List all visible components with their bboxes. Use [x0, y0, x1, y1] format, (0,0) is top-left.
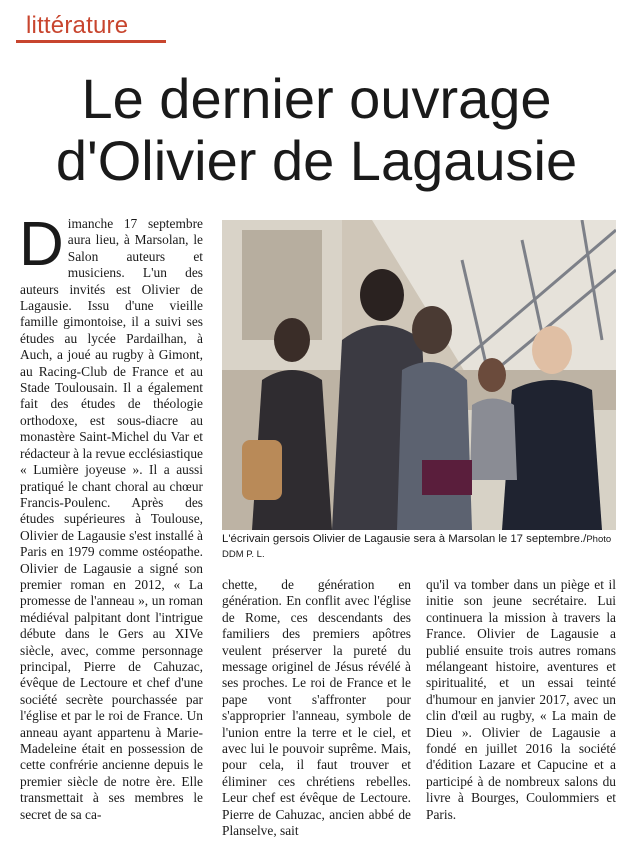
section-underline: [16, 40, 166, 43]
article-column-1: [19, 210, 203, 823]
photo-credit: Photo DDM P. L.: [222, 534, 612, 560]
article-photo: [222, 220, 616, 530]
photo-illustration: [222, 220, 616, 530]
column-3-text: qu'il va tomber dans un piège et il initie son jeune secrétaire. Lui continuera la mission à travers la France. Olivier de Lagausie a publié ensuite trois autres romans mélangeant histoire, aventures et spiritualité, et un essai teinté d'humour en janvier 2017, avec un clin d'œil au rugby, « La main de Dieu ». Olivier de Lagausie a fondé en juillet 2016 la société d'édition Lazare et Capucine et a participé à de nombreux salons du livre à Bourges, Coulommiers et Paris.: [426, 577, 616, 822]
section-label: littérature: [26, 12, 129, 39]
caption-text: L'écrivain gersois Olivier de Lagausie sera à Marsolan le 17 septembre./: [222, 533, 587, 545]
article-column-3: [426, 577, 616, 823]
section-rubric: [16, 8, 166, 42]
photo-caption: [222, 532, 616, 562]
article-headline: [0, 68, 633, 192]
column-1-text: imanche 17 septembre aura lieu, à Marsolan, le Salon auteurs et musiciens. L'un des auteurs invités est Olivier de Lagausie. Issu d'une vieille famille gimontoise, il a suivi ses études au lycée Pardailhan, à Auch, a joué au rugby à Gimont, au Racing-Club de France et au Stade Toulousain. Il a également fait des études de théologie orthodoxe, est sous-diacre au monastère Saint-Michel du Var et rédacteur à la revue ecclésiastique « Lumière joyeuse ». Il a aussi pratiqué le chant choral au chœur Francis-Poulenc. Après des études supérieures à Toulouse, Olivier de Lagausie s'est installé à Paris en 1979 comme ostéopathe. Olivier de Lagausie a signé son premier roman en 2012, « La promesse de l'anneau », un roman médiéval palpitant dont l'intrigue débute dans le Gers au XIVe siècle, avec, comme personnage principal, Pierre de Cahuzac, évêque de Lectoure et chef d'une société secrète pourchassée par l'église et par le roi de France. Un anneau ayant appartenu à Marie-Madeleine était en possession de cette confrérie ancienne depuis le premier siècle de notre ère. Elle transmettait à ses membres le secret de sa ca-: [20, 216, 203, 822]
column-2-text: chette, de génération en génération. En conflit avec l'église de Rome, ces descendants des familiers des premiers apôtres veulent préserver la pureté du message originel de Jésus révélé à ses proches. Le roi de France et le pape vont s'affronter pour s'approprier l'anneau, symbole de l'union entre la terre et le ciel, et avec lui le pouvoir suprême. Mais, pour cela, il faut trouver et éliminer ces chrétiens rebelles. Leur chef est évêque de Lectoure. Pierre de Cahuzac, ancien abbé de Planselve, sait: [222, 577, 411, 839]
headline-line-1: Le dernier ouvrage: [81, 67, 552, 130]
headline-line-2: d'Olivier de Lagausie: [55, 129, 578, 192]
article-column-2: [222, 577, 411, 840]
drop-cap: D: [19, 210, 64, 279]
